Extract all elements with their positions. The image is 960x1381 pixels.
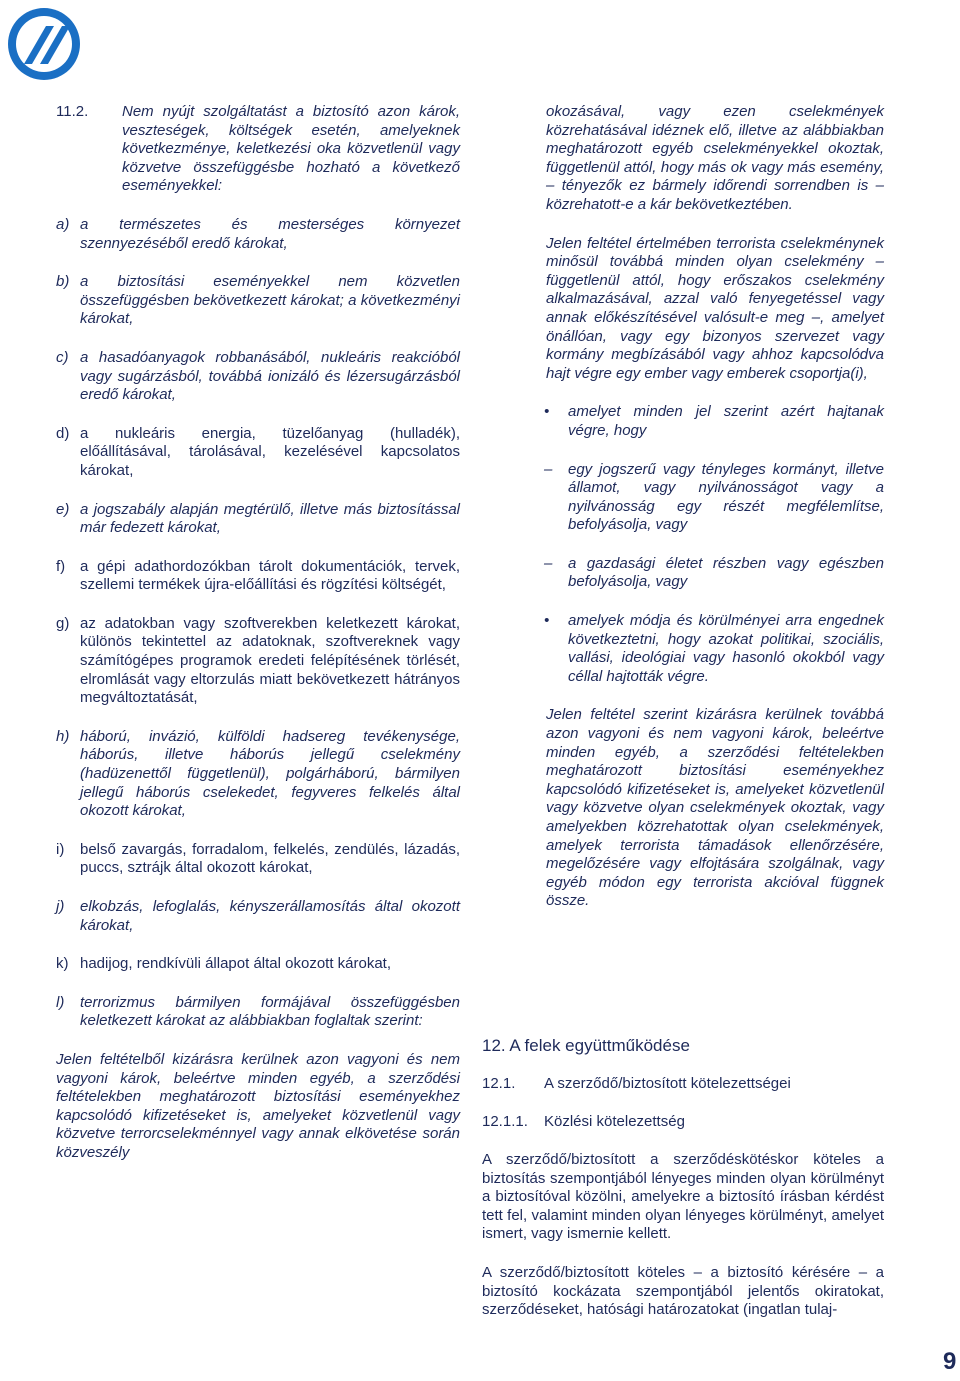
dash-mark: – [544,554,553,572]
list-item [0,501,460,538]
item-text: a természetes és mesterséges környezet szennyezéséből eredő károkat, [80,215,460,252]
dash-text: a gazdasági életet részben vagy egészben befolyásolja, vagy [568,554,884,591]
list-item [0,994,460,1031]
list-item [0,955,460,974]
exclusion-paragraph: Jelen feltétel szerint kizárásra kerülnek továbbá azon vagyoni és nem vagyoni károk, beleértve minden egyéb, a szerződési feltételekben meghatározott biztosítási eseményekhez kapcsolódó kifizetéseket is, amelyeket közvetlenül vagy közvetve olyan cselekmények okoztak, vagy amelyekben közrehatottak olyan cselekmények, amelyek terrorista támadások ellenőrzésére, megelőzésére vagy elfojtására szolgálnak, vagy egyéb módon egy terrorista akcióval függnek össze. [546,706,884,910]
right-column [546,103,884,911]
company-logo [6,6,82,82]
disclosure-paragraph-1: A szerződő/biztosított a szerződéskötéskor köteles a biztosítás szempontjából lényeges minden olyan körülményt a biztosítóval közölni, amelyekre a biztosító írásban kérdést tett fel, valamint minden olyan lényeges körülményt, amelyet ismert, vagy ismernie kellett. [482,1151,884,1243]
list-item [0,273,460,329]
list-item [0,558,460,595]
definition-paragraph: Jelen feltétel értelmében terrorista cselekménynek minősül továbbá minden olyan cselekmény – függetlenül attól, hogy erőszakos cselekmény alkalmazásával, azzal való fenyegetéssel vagy annak előkészítésével valósult-e meg –, amelyet önállóan, vagy egy bizonyos szervezet vagy kormány megbízásából vagy ahhoz kapcsolódva hajt végre egy ember vagy emberek csoportja(i), [546,234,884,382]
continuation-paragraph: okozásával, vagy ezen cselekmények közrehatásával idéznek elő, illetve az alábbiakban meghatározott egyéb cselekményekkel okoztak, függetlenül attól, hogy más ok vagy más esemény, – tényezők ez bármely időrendi sorrendben is – közrehatott-e a kár bekövetkeztében. [546,103,884,213]
bullet-mark: • [544,612,550,630]
item-text: belső zavargás, forradalom, felkelés, zendülés, lázadás, puccs, sztrájk által okozott károkat, [80,840,460,877]
dash-text: egy jogszerű vagy tényleges kormányt, illetve államot, vagy nyilvánosságot vagy a nyilvánosság egy részét megfélemlítse, befolyásolja, vagy [568,460,884,534]
item-letter: l) [56,993,65,1011]
subsection-12-1-1 [482,1113,884,1132]
item-text: hadijog, rendkívüli állapot által okozott károkat, [80,955,392,973]
subsection-12-1 [482,1075,884,1094]
item-letter: i) [56,840,65,858]
bullet-item [544,403,884,440]
item-letter: f) [56,557,66,575]
list-item [0,728,460,821]
bullet-text: amelyet minden jel szerint azért hajtanak végre, hogy [568,403,884,439]
item-letter: b) [56,273,70,291]
clause-intro: Nem nyújt szolgáltatást a biztosító azon károk, veszteségek, költségek esetén, amelyeknek következménye, keletkezési oka közvetlenül vagy közvetve összefüggésbe hozható a következő eseményekkel: [122,103,460,195]
item-letter: c) [56,348,69,366]
dash-mark: – [544,460,553,478]
section-title: 12. A felek együttműködése [482,1036,690,1055]
item-text: a nukleáris energia, tüzelőanyag (hulladék), előállításával, tárolásával, kezelésével kapcsolatos károkat, [80,424,460,479]
item-text: a jogszabály alapján megtérülő, illetve más biztosítással már fedezett károkat, [80,500,460,537]
subsection-number: 12.1.1. [482,1113,528,1130]
page-number: 9 [943,1348,957,1375]
item-letter: h) [56,727,70,745]
bullet-text: amelyek módja és körülményei arra engednek következtetni, hogy azokat politikai, szociális, vallási, ideológiai vagy hasonló okokból vagy céllal hajtották végre. [568,612,884,685]
bullet-mark: • [544,403,550,421]
disclosure-paragraph-2: A szerződő/biztosított köteles – a biztosító kérésére – a biztosító kockázata szempontjából jelentős okiratokat, szerződéseket, hatósági határozatokat (ingatlan tulaj- [482,1264,884,1319]
dash-item [544,461,884,535]
item-letter: j) [56,898,65,915]
item-text: terrorizmus bármilyen formájával összefüggésben keletkezett károkat az alábbiakban foglaltak szerint: [80,993,460,1030]
item-letter: a) [56,215,70,233]
item-text: a gépi adathordozókban tárolt dokumentációk, tervek, szellemi termékek újra-előállítási és rögzítési költségét, [80,557,460,594]
clause-number: 11.2. [56,103,89,120]
subsection-number: 12.1. [482,1075,516,1092]
list-item [0,425,460,481]
list-item [0,615,460,708]
item-text: a hasadóanyagok robbanásából, nukleáris reakcióból vagy sugárzásból, továbbá ionizáló és lézersugárzásból eredő károkat, [80,348,460,404]
clause-11-2 [56,103,460,196]
item-letter: e) [56,500,70,518]
item-text: elkobzás, lefoglalás, kényszerállamosítás által okozott károkat, [80,898,460,934]
left-column [56,103,460,1163]
item-text: a biztosítási eseményekkel nem közvetlen összefüggésben bekövetkezett károkat; a következményi károkat, [80,273,460,328]
bullet-item [544,612,884,686]
dash-item [544,555,884,592]
item-text: az adatokban vagy szoftverekben keletkezett károkat, különös tekintettel az adatoknak, szoftvereknek vagy számítógépes programok eredeti felépítésének törlését, elromlását vagy eltorzulás miatt bekövetkezett hátrányos megváltoztatását, [80,614,460,707]
subsection-title: Közlési kötelezettség [544,1113,685,1130]
item-letter: d) [56,424,70,442]
list-item [0,216,460,253]
subsection-title: A szerződő/biztosított kötelezettségei [544,1075,791,1092]
item-text: háború, invázió, külföldi hadsereg tevékenysége, háborús, illetve háborús jellegű cselekmény (hadüzenettől függetlenül), polgárháború, bármilyen jellegű háborús cselekedet, fegyveres felkelés által okozott károkat, [80,727,460,820]
item-letter: k) [56,955,69,973]
list-item [0,349,460,405]
item-letter: g) [56,614,70,632]
terror-paragraph: Jelen feltételből kizárásra kerülnek azon vagyoni és nem vagyoni károk, beleértve minden egyéb, a szerződési feltételekben meghatározott biztosítási eseményekhez kapcsolódó kifizetéseket is, amelyeket közvetlenül vagy közvetve terrorcselekménnyel vagy annak elkövetése során közveszély [56,1050,460,1161]
list-item [0,898,460,935]
list-item [0,841,460,878]
